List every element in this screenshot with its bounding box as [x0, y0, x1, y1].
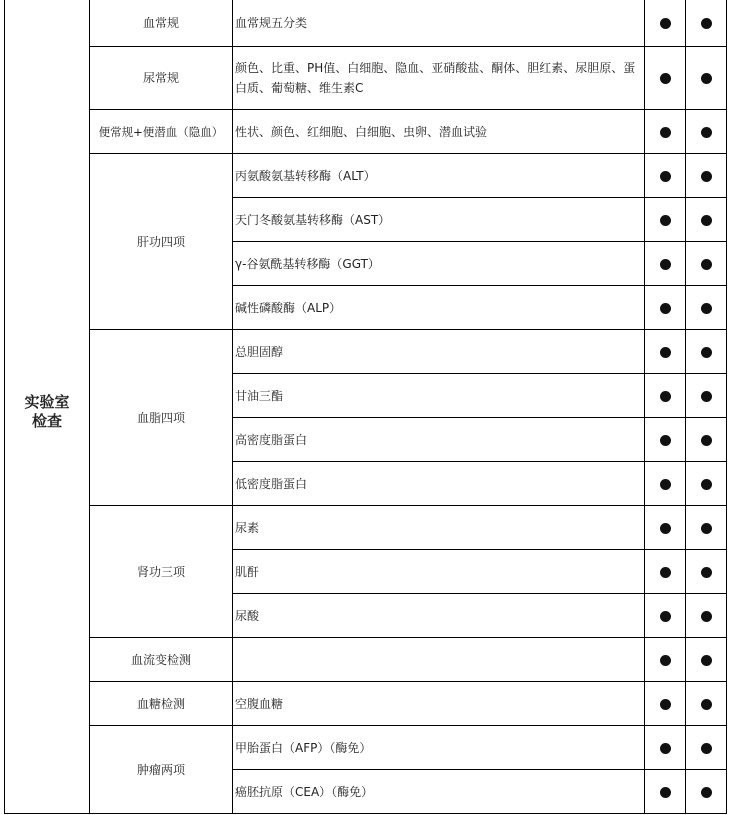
dot-icon [660, 787, 671, 798]
item-description: 空腹血糖 [233, 682, 645, 726]
table-row [5, 154, 727, 198]
item-description: 丙氨酸氨基转移酶（ALT） [233, 154, 645, 198]
lab-exam-table [4, 0, 727, 814]
package-1-included [645, 506, 686, 550]
group-name: 肾功三项 [90, 506, 233, 638]
package-2-included [686, 418, 727, 462]
package-1-included [645, 286, 686, 330]
item-description: 肌酐 [233, 550, 645, 594]
table-row [5, 682, 727, 726]
dot-icon [660, 479, 671, 490]
package-2-included [686, 374, 727, 418]
dot-icon [660, 259, 671, 270]
package-2-included [686, 330, 727, 374]
dot-icon [701, 699, 712, 710]
package-1-included [645, 682, 686, 726]
group-name: 血常规 [90, 0, 233, 47]
package-2-included [686, 462, 727, 506]
package-1-included [645, 0, 686, 47]
item-description: 尿酸 [233, 594, 645, 638]
dot-icon [701, 18, 712, 29]
package-1-included [645, 770, 686, 814]
group-name: 血脂四项 [90, 330, 233, 506]
package-2-included [686, 154, 727, 198]
item-description: 甲胎蛋白（AFP）（酶免） [233, 726, 645, 770]
package-1-included [645, 154, 686, 198]
dot-icon [701, 347, 712, 358]
table-row [5, 0, 727, 47]
dot-icon [701, 73, 712, 84]
package-2-included [686, 198, 727, 242]
category-label: 实验室 检查 [24, 392, 70, 430]
package-2-included [686, 550, 727, 594]
item-description: 癌胚抗原（CEA）（酶免） [233, 770, 645, 814]
dot-icon [701, 303, 712, 314]
dot-icon [660, 391, 671, 402]
dot-icon [660, 171, 671, 182]
item-description: γ-谷氨酰基转移酶（GGT） [233, 242, 645, 286]
dot-icon [660, 743, 671, 754]
dot-icon [701, 171, 712, 182]
package-1-included [645, 550, 686, 594]
item-description: 低密度脂蛋白 [233, 462, 645, 506]
item-description: 尿素 [233, 506, 645, 550]
dot-icon [701, 523, 712, 534]
dot-icon [701, 611, 712, 622]
group-name: 肿瘤两项 [90, 726, 233, 814]
dot-icon [701, 215, 712, 226]
package-2-included [686, 110, 727, 154]
package-1-included [645, 594, 686, 638]
package-2-included [686, 770, 727, 814]
dot-icon [660, 435, 671, 446]
dot-icon [701, 655, 712, 666]
dot-icon [701, 127, 712, 138]
dot-icon [660, 303, 671, 314]
dot-icon [701, 743, 712, 754]
category-cell [5, 0, 90, 814]
package-1-included [645, 726, 686, 770]
package-2-included [686, 682, 727, 726]
group-name: 血流变检测 [90, 638, 233, 682]
group-name: 尿常规 [90, 47, 233, 110]
package-1-included [645, 638, 686, 682]
package-1-included [645, 374, 686, 418]
item-description: 血常规五分类 [233, 0, 645, 47]
package-2-included [686, 286, 727, 330]
item-description [233, 638, 645, 682]
dot-icon [660, 347, 671, 358]
package-1-included [645, 462, 686, 506]
package-2-included [686, 506, 727, 550]
dot-icon [701, 567, 712, 578]
package-1-included [645, 242, 686, 286]
package-2-included [686, 594, 727, 638]
dot-icon [660, 127, 671, 138]
dot-icon [701, 479, 712, 490]
item-description: 天门冬酸氨基转移酶（AST） [233, 198, 645, 242]
item-description: 碱性磷酸酶（ALP） [233, 286, 645, 330]
package-2-included [686, 638, 727, 682]
table-row [5, 330, 727, 374]
dot-icon [660, 18, 671, 29]
dot-icon [660, 611, 671, 622]
table-row [5, 506, 727, 550]
dot-icon [701, 787, 712, 798]
table-row [5, 726, 727, 770]
item-description: 颜色、比重、PH值、白细胞、隐血、亚硝酸盐、酮体、胆红素、尿胆原、蛋白质、葡萄糖、维生素C [233, 47, 645, 110]
package-2-included [686, 47, 727, 110]
package-2-included [686, 726, 727, 770]
package-1-included [645, 110, 686, 154]
dot-icon [701, 259, 712, 270]
item-description: 总胆固醇 [233, 330, 645, 374]
table-row [5, 638, 727, 682]
group-name: 便常规+便潜血（隐血） [90, 110, 233, 154]
package-2-included [686, 242, 727, 286]
package-1-included [645, 418, 686, 462]
dot-icon [660, 73, 671, 84]
item-description: 性状、颜色、红细胞、白细胞、虫卵、潜血试验 [233, 110, 645, 154]
package-1-included [645, 47, 686, 110]
item-description: 高密度脂蛋白 [233, 418, 645, 462]
dot-icon [660, 215, 671, 226]
item-description: 甘油三酯 [233, 374, 645, 418]
group-name: 血糖检测 [90, 682, 233, 726]
package-1-included [645, 198, 686, 242]
dot-icon [660, 699, 671, 710]
table-row [5, 47, 727, 110]
dot-icon [701, 435, 712, 446]
package-2-included [686, 0, 727, 47]
dot-icon [701, 391, 712, 402]
table-row [5, 110, 727, 154]
dot-icon [660, 567, 671, 578]
dot-icon [660, 655, 671, 666]
dot-icon [660, 523, 671, 534]
package-1-included [645, 330, 686, 374]
group-name: 肝功四项 [90, 154, 233, 330]
